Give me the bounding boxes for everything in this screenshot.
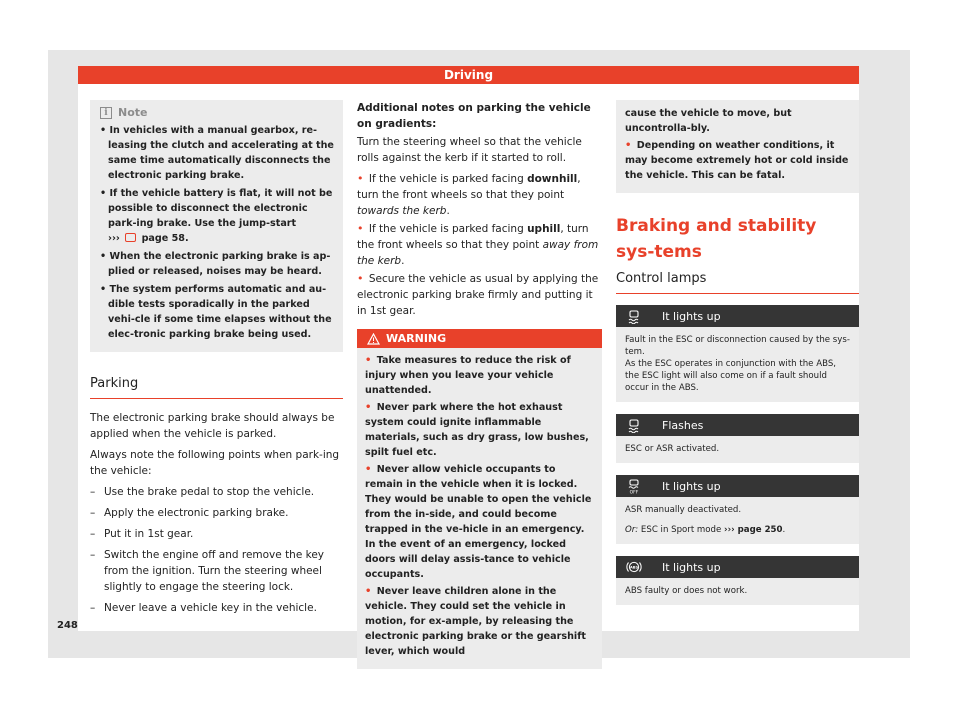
cross-reference[interactable]: ››› page 250 [724,525,783,535]
list-item: – Never leave a vehicle key in the vehicle. [90,600,343,616]
warning-item: cause the vehicle to move, but uncontrolla-bly. [625,108,792,134]
list-item: • Secure the vehicle as usual by applying the electronic parking brake firmly and putting it in 1st gear. [357,272,599,317]
lamp-state: It lights up [662,309,721,323]
warning-box [357,329,602,669]
esc-icon [626,308,642,324]
note-box [90,100,343,352]
svg-text:OFF: OFF [629,490,639,494]
list-item: • If the vehicle is parked facing downhill, turn the front wheels so that they point towards the kerb. [357,172,581,217]
list-item: – Apply the electronic parking brake. [90,505,343,521]
esc-off-icon [626,478,642,494]
lamp-state: It lights up [662,479,721,493]
paragraph: Turn the steering wheel so that the vehicle rolls against the kerb if it started to roll. [357,136,582,164]
subsection-title-gradients: Additional notes on parking the vehicle on gradients: [357,102,591,130]
abs-icon [626,559,642,575]
paragraph: Always note the following points when park-ing the vehicle: [90,449,340,477]
lamp-state: It lights up [662,560,721,574]
column-right [616,100,859,617]
warning-item: • Depending on weather conditions, it may become extremely hot or cold inside the vehicle. This can be fatal. [625,140,849,181]
lamp-header [616,414,859,436]
lamp-description: ASR manually deactivated. Or: ESC in Sport mode ››› page 250. [616,497,859,544]
note-item: • If the vehicle battery is flat, it will not be possible to disconnect the electronic park-ing brake. Use the jump-start ››› page 58. [100,188,333,244]
warning-item: • Never leave children alone in the vehicle. They could set the vehicle in motion, for ex-ample, by releasing the electronic parking brake or the gearshift lever, which would [365,586,586,657]
lamp-header [616,475,859,497]
lamp-state: Flashes [662,418,704,432]
list-item: – Switch the engine off and remove the key from the ignition. Turn the steering wheel slightly to engage the steering lock. [90,547,343,595]
lamp-header [616,556,859,578]
paragraph: The electronic parking brake should always be applied when the vehicle is parked. [90,412,335,440]
chapter-header: Driving [78,66,859,84]
column-middle [357,100,602,669]
warning-header [357,329,602,348]
warning-item: • Never park where the hot exhaust system could ignite inflammable materials, such as dry grass, low bushes, spilt fuel etc. [365,402,589,458]
list-item: – Use the brake pedal to stop the vehicle. [90,484,343,500]
note-header [100,106,335,119]
svg-text:ABS: ABS [629,565,639,570]
note-item: • In vehicles with a manual gearbox, re-leasing the clutch and accelerating at the same time automatically disconnects the electronic parking brake. [100,125,334,181]
subsection-title-control-lamps: Control lamps [616,271,859,294]
warning-item: • Take measures to reduce the risk of injury when you leave your vehicle unattended. [365,355,571,396]
lamp-header [616,305,859,327]
section-title-parking: Parking [90,376,343,399]
page-number: 248 [57,620,78,631]
esc-icon [626,417,642,433]
column-left [90,100,343,621]
lamp-description: Fault in the ESC or disconnection caused by the sys-tem. As the ESC operates in conjunction with the ABS, the ESC light will also come on if a fault should occur in the ABS. [616,327,859,402]
info-icon: i [100,107,112,119]
warning-item: • Never allow vehicle occupants to remain in the vehicle when it is locked. They would be unable to open the vehicle from the in-side, and could become trapped in the ve-hicle in an emergency. In the event of an emergency, locked doors will delay assis-tance to vehicle occupants. [365,464,592,580]
section-title-braking: Braking and stability sys-tems [616,216,817,262]
note-item: • The system performs automatic and au-dible tests sporadically in the parked vehi-cle if some time elapses without the elec-tronic parking brake being used. [100,284,332,340]
jump-start-icon [125,233,136,242]
list-item: • If the vehicle is parked facing uphill, turn the front wheels so that they point away from the kerb. [357,222,599,267]
note-title: Note [118,106,148,119]
warning-box-continued [616,100,859,193]
warning-title: WARNING [386,332,447,345]
lamp-description: ABS faulty or does not work. [616,578,859,605]
cross-reference[interactable]: ››› page 58. [108,233,189,244]
list-item: – Put it in 1st gear. [90,526,343,542]
note-item: • When the electronic parking brake is ap-plied or released, noises may be heard. [100,251,331,277]
warning-triangle-icon [367,333,380,345]
lamp-description: ESC or ASR activated. [616,436,859,463]
